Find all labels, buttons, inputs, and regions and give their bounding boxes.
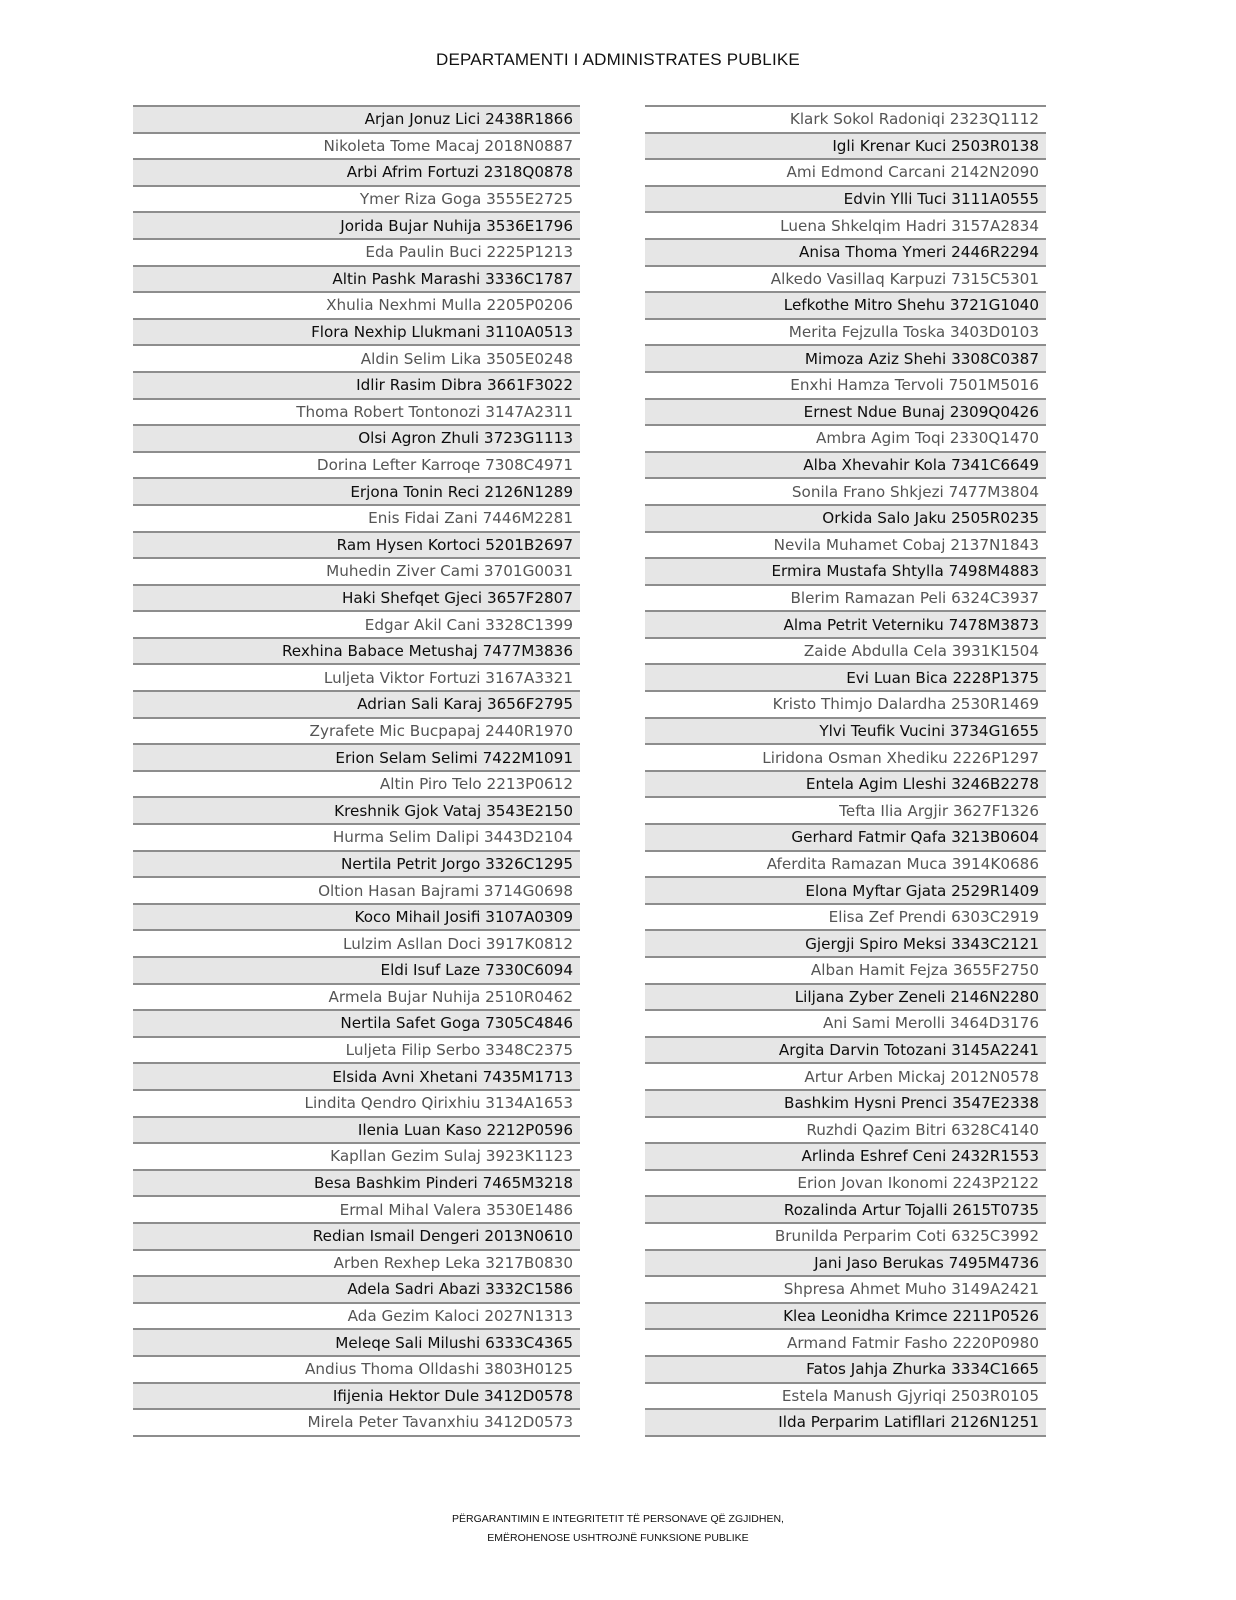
list-item: Zaide Abdulla Cela 3931K1504: [645, 639, 1046, 666]
list-item: Hurma Selim Dalipi 3443D2104: [133, 825, 580, 852]
list-item: Nertila Safet Goga 7305C4846: [133, 1011, 580, 1038]
list-item: Haki Shefqet Gjeci 3657F2807: [133, 586, 580, 613]
list-item: Arlinda Eshref Ceni 2432R1553: [645, 1144, 1046, 1171]
list-item: Kreshnik Gjok Vataj 3543E2150: [133, 798, 580, 825]
page-footer: [0, 1510, 1236, 1548]
list-item: Lindita Qendro Qirixhiu 3134A1653: [133, 1091, 580, 1118]
list-item: Anisa Thoma Ymeri 2446R2294: [645, 240, 1046, 267]
list-item: Ani Sami Merolli 3464D3176: [645, 1011, 1046, 1038]
list-item: Ilenia Luan Kaso 2212P0596: [133, 1118, 580, 1145]
list-item: Flora Nexhip Llukmani 3110A0513: [133, 320, 580, 347]
names-column-left: [133, 105, 580, 1437]
list-item: Nertila Petrit Jorgo 3326C1295: [133, 852, 580, 879]
list-item: Olsi Agron Zhuli 3723G1113: [133, 426, 580, 453]
list-item: Ernest Ndue Bunaj 2309Q0426: [645, 400, 1046, 427]
list-item: Armand Fatmir Fasho 2220P0980: [645, 1330, 1046, 1357]
list-item: Ifijenia Hektor Dule 3412D0578: [133, 1384, 580, 1411]
list-item: Ami Edmond Carcani 2142N2090: [645, 160, 1046, 187]
list-item: Eldi Isuf Laze 7330C6094: [133, 958, 580, 985]
list-item: Kapllan Gezim Sulaj 3923K1123: [133, 1144, 580, 1171]
list-item: Xhulia Nexhmi Mulla 2205P0206: [133, 293, 580, 320]
list-item: Bashkim Hysni Prenci 3547E2338: [645, 1091, 1046, 1118]
list-item: Ermira Mustafa Shtylla 7498M4883: [645, 559, 1046, 586]
list-item: Orkida Salo Jaku 2505R0235: [645, 506, 1046, 533]
list-item: Thoma Robert Tontonozi 3147A2311: [133, 400, 580, 427]
list-item: Altin Pashk Marashi 3336C1787: [133, 267, 580, 294]
list-item: Luena Shkelqim Hadri 3157A2834: [645, 213, 1046, 240]
list-item: Elona Myftar Gjata 2529R1409: [645, 878, 1046, 905]
list-item: Ylvi Teufik Vucini 3734G1655: [645, 719, 1046, 746]
page-title: DEPARTAMENTI I ADMINISTRATES PUBLIKE: [436, 50, 800, 69]
list-item: Fatos Jahja Zhurka 3334C1665: [645, 1357, 1046, 1384]
list-item: Alban Hamit Fejza 3655F2750: [645, 958, 1046, 985]
list-item: Shpresa Ahmet Muho 3149A2421: [645, 1277, 1046, 1304]
list-item: Ambra Agim Toqi 2330Q1470: [645, 426, 1046, 453]
list-item: Zyrafete Mic Bucpapaj 2440R1970: [133, 719, 580, 746]
list-item: Idlir Rasim Dibra 3661F3022: [133, 373, 580, 400]
list-item: Ymer Riza Goga 3555E2725: [133, 187, 580, 214]
names-column-right: [645, 105, 1046, 1437]
list-item: Argita Darvin Totozani 3145A2241: [645, 1038, 1046, 1065]
list-item: Dorina Lefter Karroqe 7308C4971: [133, 453, 580, 480]
list-item: Eda Paulin Buci 2225P1213: [133, 240, 580, 267]
list-item: Ada Gezim Kaloci 2027N1313: [133, 1304, 580, 1331]
list-item: Edgar Akil Cani 3328C1399: [133, 612, 580, 639]
list-item: Nevila Muhamet Cobaj 2137N1843: [645, 533, 1046, 560]
list-item: Luljeta Viktor Fortuzi 3167A3321: [133, 665, 580, 692]
list-item: Sonila Frano Shkjezi 7477M3804: [645, 479, 1046, 506]
list-item: Enis Fidai Zani 7446M2281: [133, 506, 580, 533]
list-item: Alma Petrit Veterniku 7478M3873: [645, 612, 1046, 639]
footer-line-1: PËRGARANTIMIN E INTEGRITETIT TË PERSONAVE QË ZGJIDHEN,: [452, 1513, 784, 1525]
list-item: Andius Thoma Olldashi 3803H0125: [133, 1357, 580, 1384]
list-item: Adrian Sali Karaj 3656F2795: [133, 692, 580, 719]
list-item: Koco Mihail Josifi 3107A0309: [133, 905, 580, 932]
list-item: Ermal Mihal Valera 3530E1486: [133, 1197, 580, 1224]
list-item: Kristo Thimjo Dalardha 2530R1469: [645, 692, 1046, 719]
list-item: Klark Sokol Radoniqi 2323Q1112: [645, 105, 1046, 134]
list-item: Muhedin Ziver Cami 3701G0031: [133, 559, 580, 586]
list-item: Redian Ismail Dengeri 2013N0610: [133, 1224, 580, 1251]
list-item: Aferdita Ramazan Muca 3914K0686: [645, 852, 1046, 879]
list-item: Klea Leonidha Krimce 2211P0526: [645, 1304, 1046, 1331]
list-item: Mirela Peter Tavanxhiu 3412D0573: [133, 1410, 580, 1437]
list-item: Brunilda Perparim Coti 6325C3992: [645, 1224, 1046, 1251]
list-item: Liljana Zyber Zeneli 2146N2280: [645, 985, 1046, 1012]
list-item: Arben Rexhep Leka 3217B0830: [133, 1251, 580, 1278]
list-item: Artur Arben Mickaj 2012N0578: [645, 1064, 1046, 1091]
list-item: Elsida Avni Xhetani 7435M1713: [133, 1064, 580, 1091]
list-item: Entela Agim Lleshi 3246B2278: [645, 772, 1046, 799]
list-item: Oltion Hasan Bajrami 3714G0698: [133, 878, 580, 905]
list-item: Ilda Perparim Latifllari 2126N1251: [645, 1410, 1046, 1437]
list-item: Erion Selam Selimi 7422M1091: [133, 745, 580, 772]
list-item: Altin Piro Telo 2213P0612: [133, 772, 580, 799]
list-item: Edvin Ylli Tuci 3111A0555: [645, 187, 1046, 214]
list-item: Igli Krenar Kuci 2503R0138: [645, 134, 1046, 161]
list-item: Alba Xhevahir Kola 7341C6649: [645, 453, 1046, 480]
list-item: Estela Manush Gjyriqi 2503R0105: [645, 1384, 1046, 1411]
list-item: Tefta Ilia Argjir 3627F1326: [645, 798, 1046, 825]
list-item: Elisa Zef Prendi 6303C2919: [645, 905, 1046, 932]
list-item: Merita Fejzulla Toska 3403D0103: [645, 320, 1046, 347]
list-item: Alkedo Vasillaq Karpuzi 7315C5301: [645, 267, 1046, 294]
footer-line-2: EMËROHENOSE USHTROJNË FUNKSIONE PUBLIKE: [487, 1532, 749, 1544]
list-item: Gerhard Fatmir Qafa 3213B0604: [645, 825, 1046, 852]
list-item: Armela Bujar Nuhija 2510R0462: [133, 985, 580, 1012]
list-item: Meleqe Sali Milushi 6333C4365: [133, 1330, 580, 1357]
list-item: Evi Luan Bica 2228P1375: [645, 665, 1046, 692]
list-item: Ram Hysen Kortoci 5201B2697: [133, 533, 580, 560]
list-item: Erjona Tonin Reci 2126N1289: [133, 479, 580, 506]
list-item: Erion Jovan Ikonomi 2243P2122: [645, 1171, 1046, 1198]
list-item: Luljeta Filip Serbo 3348C2375: [133, 1038, 580, 1065]
list-item: Jorida Bujar Nuhija 3536E1796: [133, 213, 580, 240]
list-item: Rozalinda Artur Tojalli 2615T0735: [645, 1197, 1046, 1224]
list-item: Mimoza Aziz Shehi 3308C0387: [645, 346, 1046, 373]
list-item: Aldin Selim Lika 3505E0248: [133, 346, 580, 373]
list-item: Rexhina Babace Metushaj 7477M3836: [133, 639, 580, 666]
list-item: Lefkothe Mitro Shehu 3721G1040: [645, 293, 1046, 320]
list-item: Enxhi Hamza Tervoli 7501M5016: [645, 373, 1046, 400]
list-item: Lulzim Asllan Doci 3917K0812: [133, 931, 580, 958]
list-item: Gjergji Spiro Meksi 3343C2121: [645, 931, 1046, 958]
list-item: Adela Sadri Abazi 3332C1586: [133, 1277, 580, 1304]
list-item: Arjan Jonuz Lici 2438R1866: [133, 105, 580, 134]
list-item: Ruzhdi Qazim Bitri 6328C4140: [645, 1118, 1046, 1145]
list-item: Jani Jaso Berukas 7495M4736: [645, 1251, 1046, 1278]
list-item: Liridona Osman Xhediku 2226P1297: [645, 745, 1046, 772]
list-item: Arbi Afrim Fortuzi 2318Q0878: [133, 160, 580, 187]
list-item: Nikoleta Tome Macaj 2018N0887: [133, 134, 580, 161]
list-item: Blerim Ramazan Peli 6324C3937: [645, 586, 1046, 613]
list-item: Besa Bashkim Pinderi 7465M3218: [133, 1171, 580, 1198]
